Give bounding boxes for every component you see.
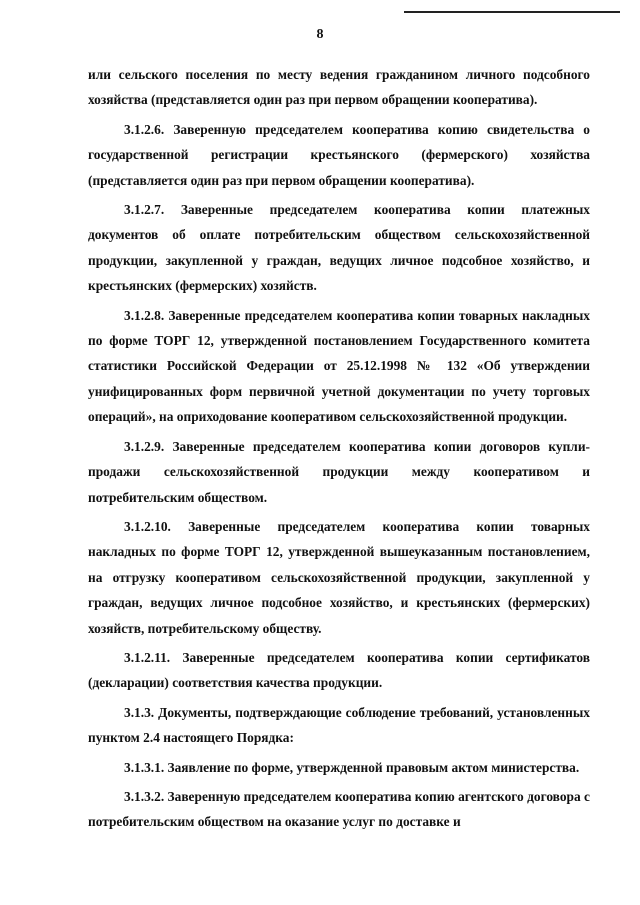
document-body	[88, 62, 590, 839]
paragraph-3-1-2-7: 3.1.2.7. Заверенные председателем кооператива копии платежных документов об оплате потребительским обществом сельскохозяйственной продукции, закупленной у граждан, ведущих личное подсобное хозяйство, и крестьянских (фермерских) хозяйств.	[88, 202, 590, 294]
paragraph-3-1-3-2: 3.1.3.2. Заверенную председателем кооператива копию агентского договора с потребительским обществом на оказание услуг по доставке и	[88, 788, 590, 830]
paragraph-3-1-3-1: 3.1.3.1. Заявление по форме, утвержденной правовым актом министерства.	[124, 759, 580, 775]
page-number: 8	[316, 27, 324, 42]
paragraph-3-1-2-11: 3.1.2.11. Заверенные председателем кооператива копии сертификатов (декларации) соответствия качества продукции.	[88, 649, 590, 691]
paragraph-3-1-3: 3.1.3. Документы, подтверждающие соблюдение требований, установленных пунктом 2.4 настоящего Порядка:	[88, 704, 590, 746]
paragraph-3-1-2-6: 3.1.2.6. Заверенную председателем кооператива копию свидетельства о государственной регистрации крестьянского (фермерского) хозяйства (представляется один раз при первом обращении кооператива).	[88, 121, 590, 188]
paragraph-3-1-2-8: 3.1.2.8. Заверенные председателем кооператива копии товарных накладных по форме ТОРГ 12, утвержденной постановлением Государственного комитета статистики Российской Федерации от 25.12.1998 № 132 «Об утверждении унифицированных форм первичной учетной документации по учету торговых операций», на оприходование кооперативом сельскохозяйственной продукции.	[88, 307, 590, 425]
paragraph-3-1-2-9: 3.1.2.9. Заверенные председателем кооператива копии договоров купли-продажи сельскохозяйственной продукции между кооперативом и потребительским обществом.	[88, 438, 590, 505]
paragraph-3-1-2-10: 3.1.2.10. Заверенные председателем кооператива копии товарных накладных по форме ТОРГ 12, утвержденной вышеуказанным постановлением, на отгрузку кооперативом сельскохозяйственной продукции, закупленной у граждан, ведущих личное подсобное хозяйство, и крестьянских (фермерских) хозяйств, потребительскому обществу.	[88, 518, 590, 636]
top-rule	[404, 11, 620, 13]
paragraph-continuation: или сельского поселения по месту ведения гражданином личного подсобного хозяйства (представляется один раз при первом обращении кооператива).	[88, 67, 590, 108]
